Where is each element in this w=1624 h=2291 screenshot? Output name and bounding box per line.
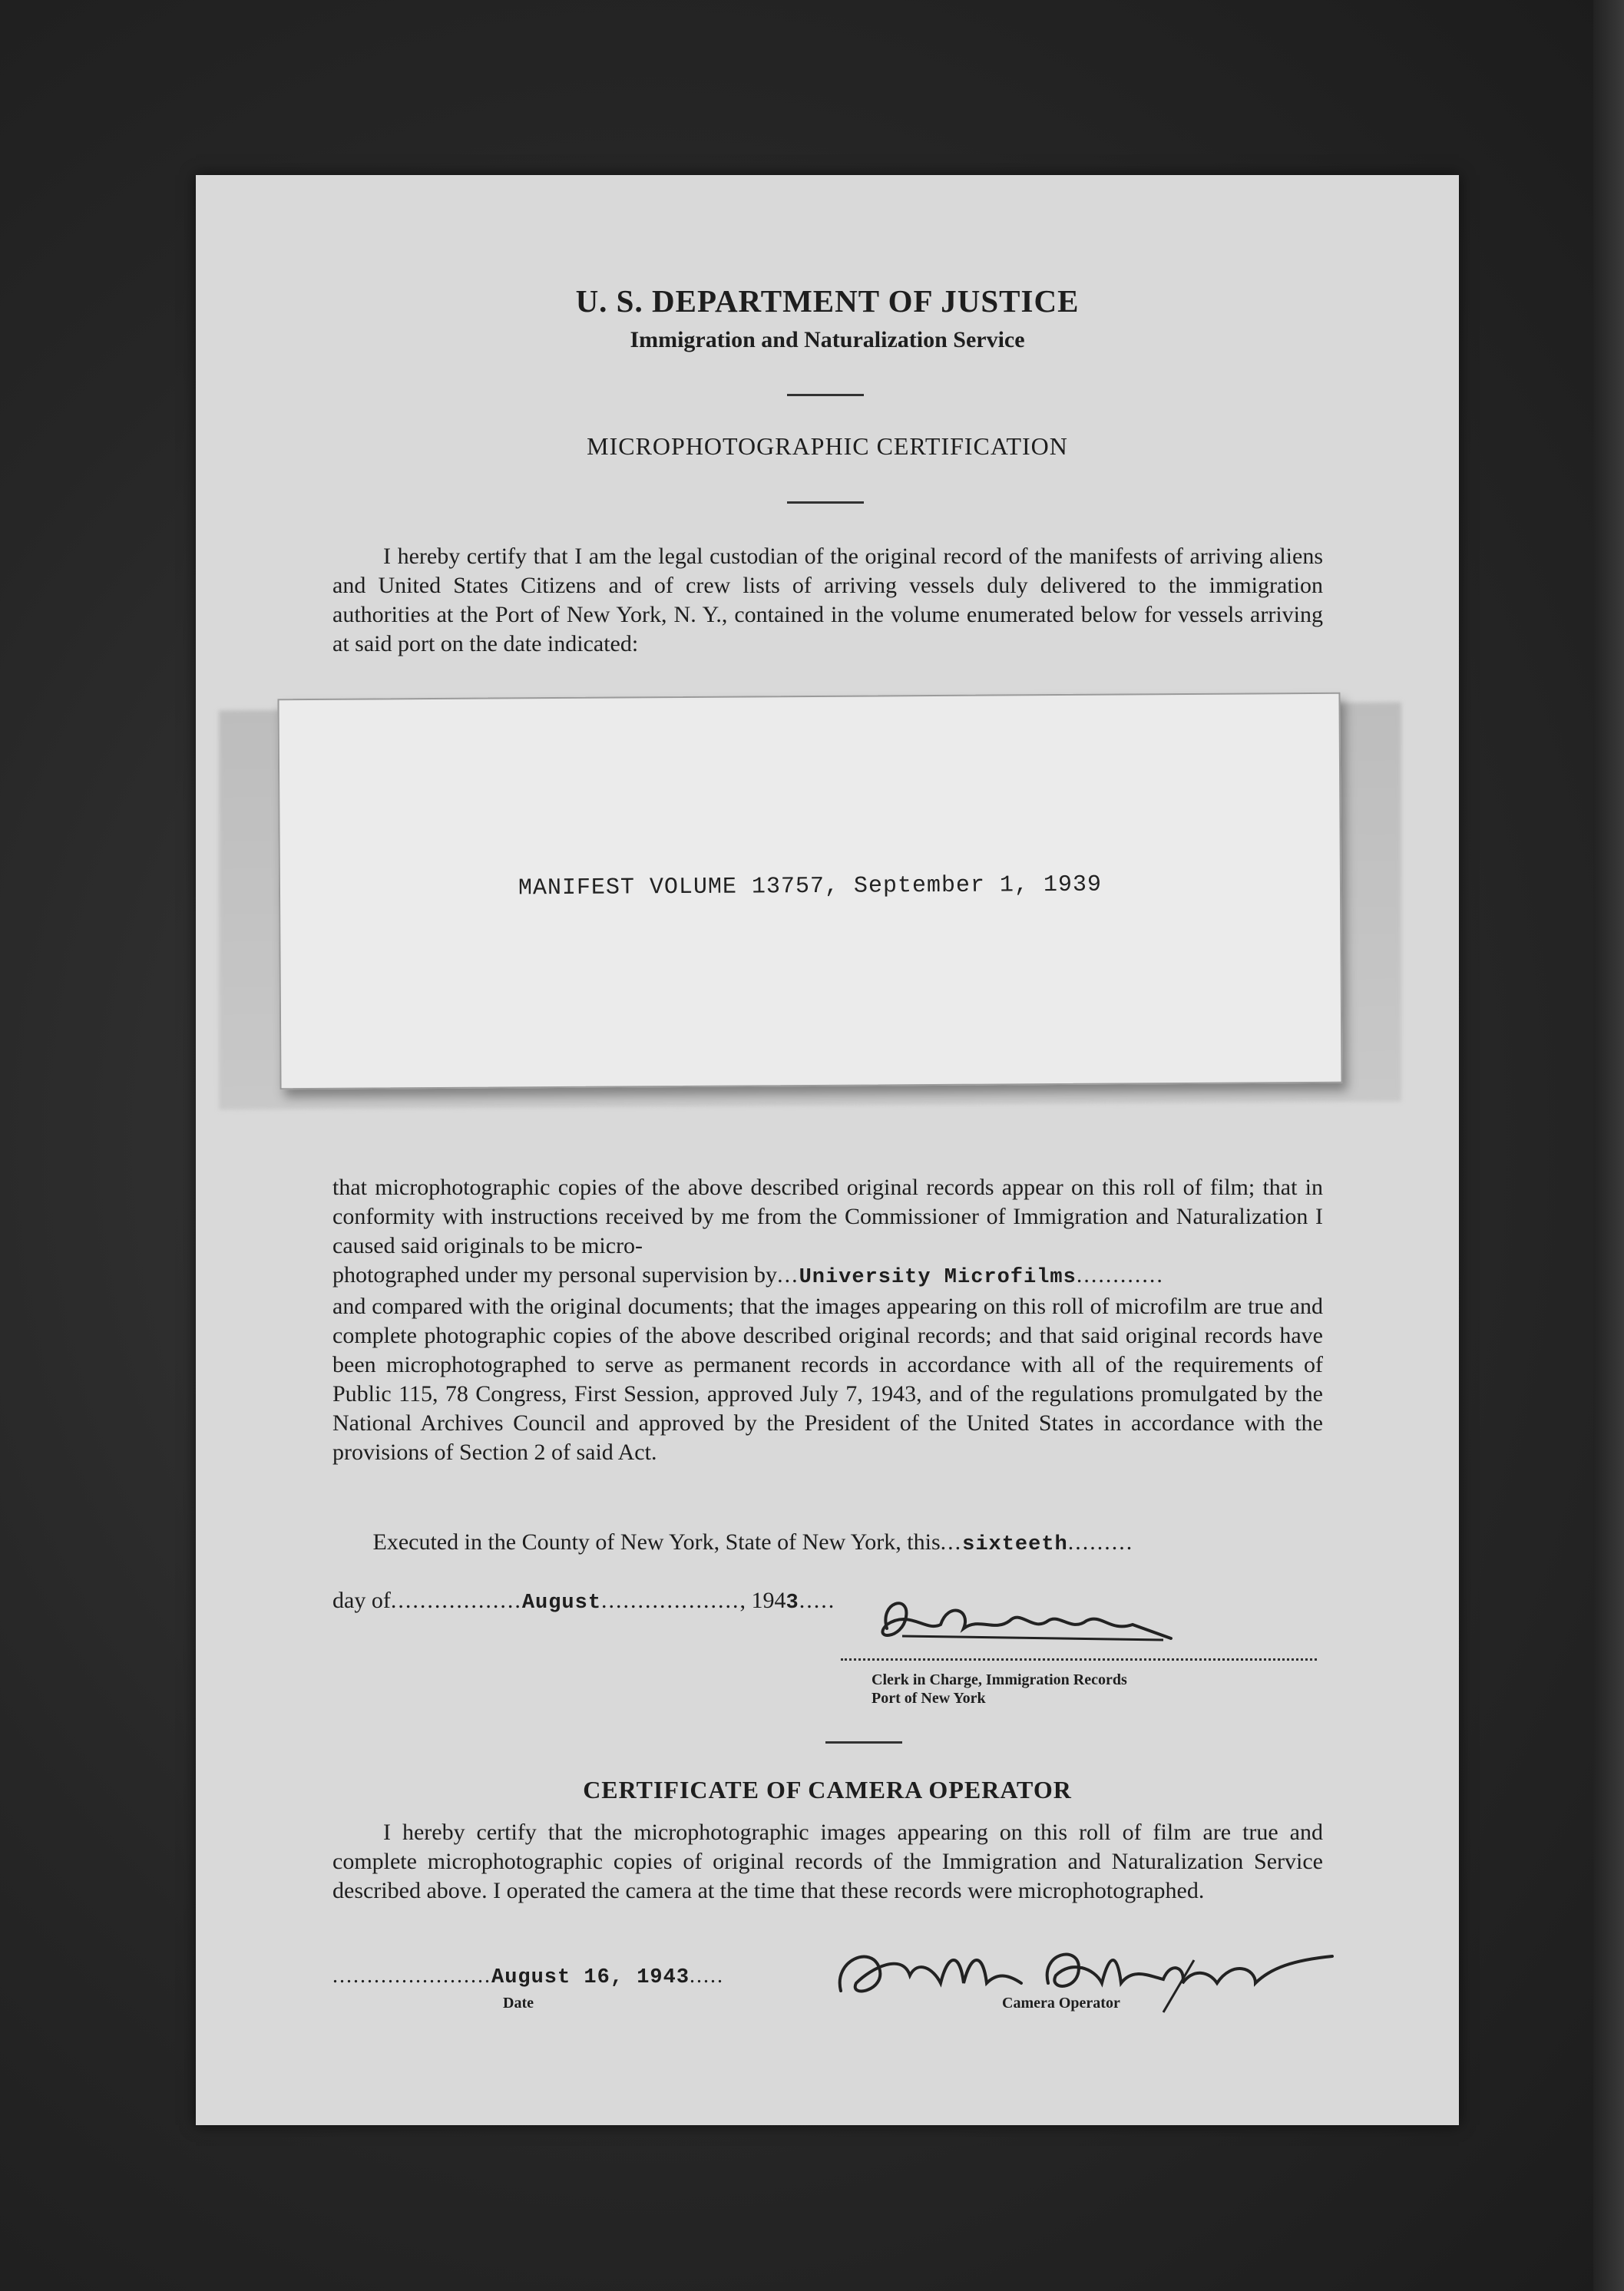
execution-line: Executed in the County of New York, State of New York, this...sixteeth......... (372, 1529, 1134, 1556)
year-prefix: , 194 (739, 1588, 786, 1613)
supervision-filled-value: University Microfilms (799, 1266, 1077, 1289)
clerk-signature (856, 1586, 1179, 1655)
camera-date-value: August 16, 1943 (491, 1966, 690, 1989)
department-heading: U. S. DEPARTMENT OF JUSTICE (575, 283, 1080, 319)
records-paragraph (332, 1173, 1323, 1467)
manifest-insert-card (277, 693, 1342, 1089)
clerk-signature-line (841, 1657, 1317, 1661)
camera-date-line: .......................August 16, 1943..... (332, 1964, 725, 1989)
camera-operator-caption: Camera Operator (1002, 1995, 1120, 2012)
clerk-title-line2: Port of New York (872, 1690, 986, 1707)
clerk-title-line1: Clerk in Charge, Immigration Records (872, 1671, 1127, 1688)
execution-month-value: August (521, 1592, 602, 1615)
custodian-paragraph: I hereby certify that I am the legal custodian of the original record of the manifests of arriving aliens and United States Citizens and of crew lists of arriving vessels duly delivered to the immigration authorities at the Port of New York, N. Y., contained in the volume enumerated below for vessels arriving at said port on the date indicated: (332, 544, 1323, 656)
supervision-line: photographed under my personal supervision by...University Microfilms............ (332, 1262, 1164, 1289)
records-text-part2: and compared with the original documents; that the images appearing on this roll of microfilm are true and complete photographic copies of the above described original records; and that said original records have been microphotographed to serve as permanent records in accordance with all of the requirements of Public 115, 78 Congress, First Session, approved July 7, 1943, and of the regulations promulgated by the National Archives Council and approved by the President of the United States in accordance with the provisions of Section 2 of said Act. (332, 1294, 1323, 1465)
film-edge (1593, 0, 1624, 2291)
certificate-sheet (196, 175, 1459, 2125)
camera-operator-title: CERTIFICATE OF CAMERA OPERATOR (583, 1776, 1072, 1803)
date-caption: Date (503, 1995, 534, 2012)
clerk-title (872, 1671, 1127, 1708)
certification-title: MICROPHOTOGRAPHIC CERTIFICATION (587, 432, 1068, 460)
divider (825, 1741, 902, 1744)
camera-operator-paragraph: I hereby certify that the microphotographic images appearing on this roll of film are true and complete microphotographic copies of original records of the Immigration and Naturalization Service described above. I operated the camera at the time that these records were microphotographed. (332, 1820, 1323, 1903)
divider (787, 501, 864, 504)
service-subheading: Immigration and Naturalization Service (630, 327, 1025, 352)
execution-year-value: 3 (786, 1592, 799, 1615)
manifest-volume-text: MANIFEST VOLUME 13757, September 1, 1939 (518, 871, 1103, 902)
records-text-part1: that microphotographic copies of the above described original records appear on this roll of film; that in conformity with instructions received by me from the Commissioner of Immigration and Naturalization I caused said originals to be micro- (332, 1175, 1323, 1258)
execution-day-value: sixteeth (962, 1533, 1068, 1556)
day-of-label: day of (332, 1588, 391, 1613)
divider (787, 394, 864, 396)
day-of-line: day of..................August..................., 1943..... (332, 1588, 836, 1615)
execution-prefix: Executed in the County of New York, State of New York, this (372, 1529, 941, 1555)
supervision-prefix: photographed under my personal supervision by (332, 1262, 778, 1288)
